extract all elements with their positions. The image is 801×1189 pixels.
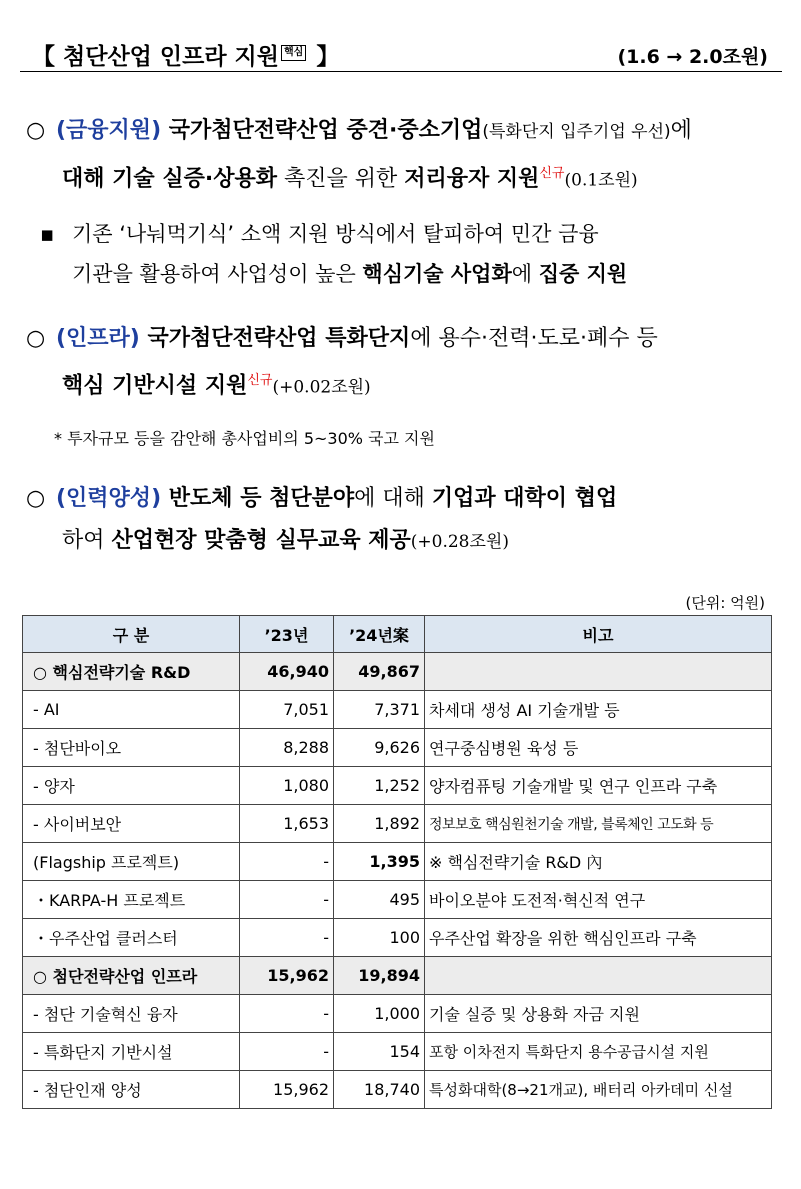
bracket-open: 【 [32, 44, 55, 70]
table-row [23, 995, 772, 1033]
row-remarks: ※ 핵심전략기술 R&D 內 [425, 843, 772, 881]
item-text: 에 [670, 118, 692, 143]
row-2024: 7,371 [334, 691, 425, 729]
item-text: 에 대해 [354, 486, 432, 511]
new-label: 신규 [539, 166, 565, 181]
row-category: ・우주산업 클러스터 [23, 919, 240, 957]
bracket-close: 】 [316, 44, 340, 70]
item-text: 국가첨단전략산업 중견·중소기업 [161, 118, 483, 143]
row-2023: 7,051 [240, 691, 334, 729]
circle-bullet: ○ [26, 118, 46, 143]
table-row [23, 691, 772, 729]
title-text: 첨단산업 인프라 지원 [63, 44, 279, 70]
section-title [32, 38, 339, 71]
item-text: 하여 [62, 528, 112, 553]
row-remarks: 기술 실증 및 상용화 자금 지원 [425, 995, 772, 1033]
row-category: - 첨단바이오 [23, 729, 240, 767]
table-row [23, 805, 772, 843]
row-2024: 100 [334, 919, 425, 957]
table-row [23, 1033, 772, 1071]
item-text: 산업현장 맞춤형 실무교육 제공 [111, 528, 411, 553]
row-category: (Flagship 프로젝트) [23, 843, 240, 881]
row-category: - 사이버보안 [23, 805, 240, 843]
item-infrastructure [26, 318, 776, 408]
item-text: 대해 기술 실증·상용화 [62, 166, 277, 192]
row-2024: 49,867 [334, 653, 425, 691]
row-category: ○ 첨단전략산업 인프라 [23, 957, 240, 995]
row-2024: 154 [334, 1033, 425, 1071]
table-row [23, 653, 772, 691]
table-row [23, 1071, 772, 1109]
item-text: 촉진을 위한 [276, 166, 405, 192]
row-category: - AI [23, 691, 240, 729]
row-remarks: 차세대 생성 AI 기술개발 등 [425, 691, 772, 729]
row-category: - 첨단 기술혁신 융자 [23, 995, 240, 1033]
item-text: 핵심기술 사업화 [362, 262, 512, 286]
item-text: 집중 지원 [538, 262, 628, 286]
row-category: - 양자 [23, 767, 240, 805]
footnote: * 투자규모 등을 감안해 총사업비의 5~30% 국고 지원 [54, 429, 435, 448]
table-row [23, 881, 772, 919]
row-2024: 1,252 [334, 767, 425, 805]
row-2023: - [240, 881, 334, 919]
row-category: ○ 핵심전략기술 R&D [23, 653, 240, 691]
row-remarks: 바이오분야 도전적·혁신적 연구 [425, 881, 772, 919]
row-2023: - [240, 843, 334, 881]
row-2024: 9,626 [334, 729, 425, 767]
row-2023: 15,962 [240, 1071, 334, 1109]
row-remarks: 정보보호 핵심원천기술 개발, 블록체인 고도화 등 [425, 805, 772, 843]
circle-bullet: ○ [26, 326, 46, 351]
table-row [23, 957, 772, 995]
row-remarks: 우주산업 확장을 위한 핵심인프라 구축 [425, 919, 772, 957]
row-remarks [425, 957, 772, 995]
item-paren: (특화단지 입주기업 우선) [482, 122, 671, 142]
row-category: - 특화단지 기반시설 [23, 1033, 240, 1071]
item-text: 기관을 활용하여 사업성이 높은 [72, 262, 363, 286]
unit-label: (단위: 억원) [685, 594, 765, 612]
row-2023: 8,288 [240, 729, 334, 767]
item-text: 에 용수·전력·도로·폐수 등 [410, 326, 658, 351]
row-remarks: 특성화대학(8→21개교), 배터리 아카데미 신설 [425, 1071, 772, 1109]
row-2023: - [240, 919, 334, 957]
item-text: 기업과 대학이 협업 [431, 486, 618, 511]
item-text: 저리융자 지원 [404, 166, 540, 192]
row-remarks [425, 653, 772, 691]
item-text: 핵심 기반시설 지원 [62, 373, 248, 399]
table-row [23, 767, 772, 805]
row-2023: 15,962 [240, 957, 334, 995]
item-text: 에 [511, 262, 539, 286]
table-row [23, 919, 772, 957]
row-2024: 495 [334, 881, 425, 919]
core-badge: 핵심 [281, 45, 306, 61]
square-bullet: ▪ [40, 222, 55, 246]
item-amount: (+0.28조원) [410, 532, 509, 552]
row-2023: - [240, 1033, 334, 1071]
new-label: 신규 [247, 373, 273, 388]
section-header [20, 28, 782, 72]
row-2023: - [240, 995, 334, 1033]
item-talent-training [26, 478, 776, 563]
table-header-row [23, 616, 772, 653]
header-2023: ’23년 [240, 616, 334, 653]
row-remarks: 연구중심병원 육성 등 [425, 729, 772, 767]
item-sub-financial [40, 214, 780, 294]
header-category: 구 분 [23, 616, 240, 653]
item-tag: (인프라) [56, 326, 140, 351]
row-2024: 1,000 [334, 995, 425, 1033]
item-financial-support [26, 110, 776, 201]
row-2023: 1,080 [240, 767, 334, 805]
row-category: - 첨단인재 양성 [23, 1071, 240, 1109]
row-2024: 19,894 [334, 957, 425, 995]
item-text: 국가첨단전략산업 특화단지 [139, 326, 411, 351]
header-2024: ’24년案 [334, 616, 425, 653]
row-2024: 18,740 [334, 1071, 425, 1109]
item-tag: (금융지원) [56, 118, 162, 143]
row-remarks: 포항 이차전지 특화단지 용수공급시설 지원 [425, 1033, 772, 1071]
item-amount: (+0.02조원) [272, 377, 371, 398]
circle-bullet: ○ [26, 486, 46, 511]
header-remarks: 비고 [425, 616, 772, 653]
row-2024: 1,395 [334, 843, 425, 881]
item-tag: (인력양성) [56, 486, 162, 511]
row-2023: 46,940 [240, 653, 334, 691]
table-row [23, 729, 772, 767]
row-remarks: 양자컴퓨팅 기술개발 및 연구 인프라 구축 [425, 767, 772, 805]
item-amount: (0.1조원) [564, 170, 638, 191]
budget-amount: (1.6 → 2.0조원) [617, 46, 768, 68]
item-text: 반도체 등 첨단분야 [161, 486, 355, 511]
table-row [23, 843, 772, 881]
row-2023: 1,653 [240, 805, 334, 843]
row-2024: 1,892 [334, 805, 425, 843]
budget-table [22, 615, 772, 1109]
header-divider [20, 71, 782, 72]
item-text: 기존 ‘나눠먹기식’ 소액 지원 방식에서 탈피하여 민간 금융 [72, 222, 599, 246]
row-category: ・KARPA-H 프로젝트 [23, 881, 240, 919]
